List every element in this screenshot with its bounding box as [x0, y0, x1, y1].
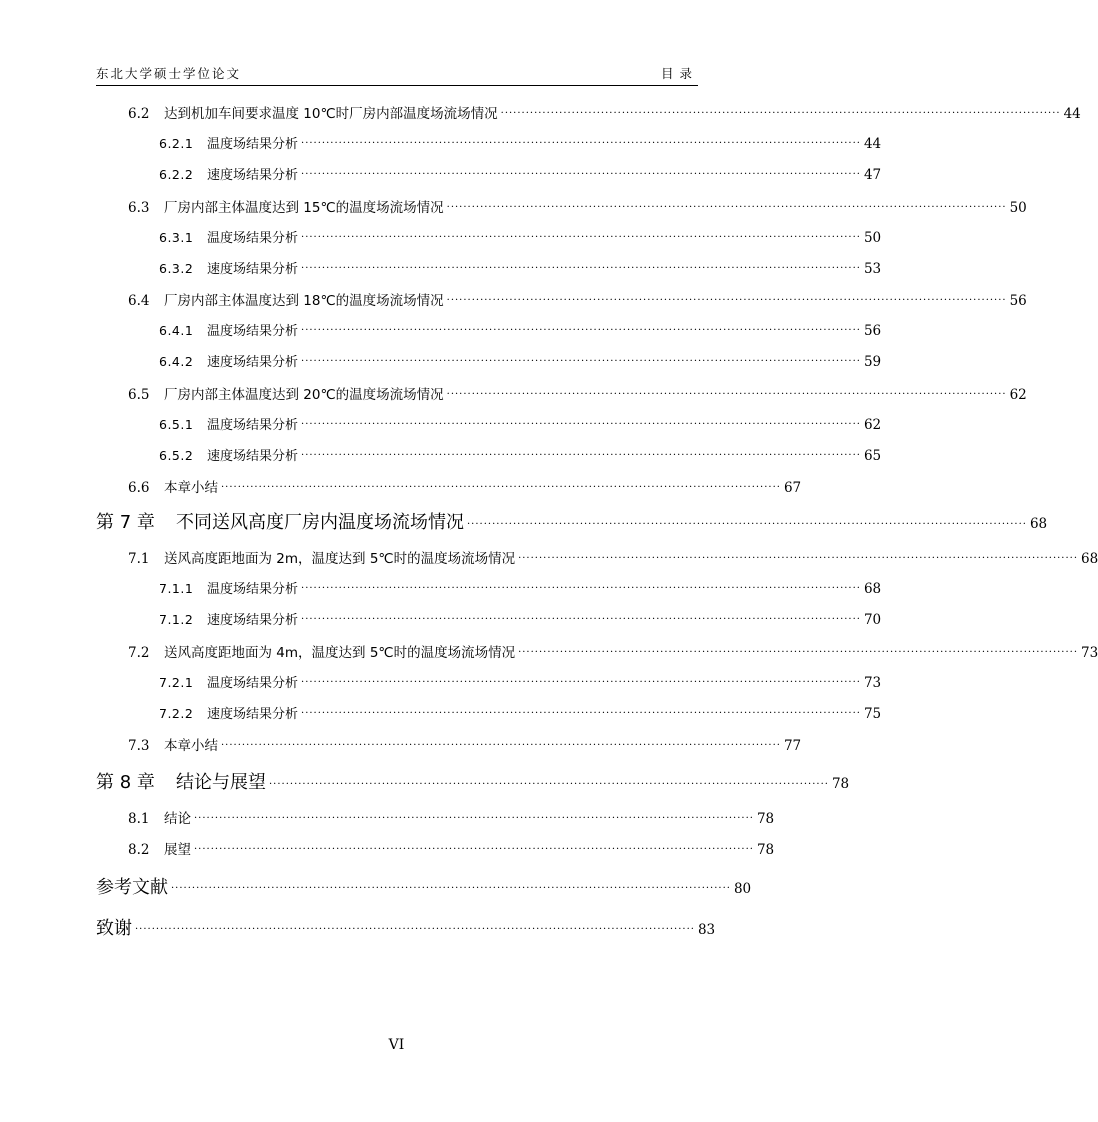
toc-entry-number: 6.5.1 — [159, 417, 194, 432]
toc-entry[interactable] — [159, 133, 882, 152]
toc-entry-page: 78 — [756, 842, 775, 858]
toc-entry-number: 8.2 — [128, 842, 150, 858]
toc-chapter-title: 结论与展望 — [176, 772, 266, 793]
toc-entry-page: 78 — [831, 776, 850, 792]
toc-dot-leader: ······································································································································ — [301, 169, 861, 180]
toc-entry-number: 6.6 — [128, 480, 150, 496]
toc-dot-leader: ······································································································································ — [518, 647, 1079, 658]
toc-entry[interactable] — [159, 320, 882, 339]
toc-entry-page: 62 — [1009, 387, 1027, 403]
toc-entry-page: 70 — [863, 612, 882, 628]
toc-entry[interactable] — [128, 641, 1098, 661]
toc-entry-number: 6.2 — [128, 106, 150, 122]
toc-dot-leader: ······································································································································ — [301, 232, 861, 243]
toc-entry-page: 50 — [1009, 200, 1027, 216]
toc-entry[interactable] — [128, 838, 775, 858]
toc-dot-leader: ······································································································································ — [500, 108, 1061, 119]
toc-dot-leader: ······································································································································ — [301, 450, 861, 461]
toc-entry-title: 致谢 — [96, 918, 132, 939]
toc-entry-page: 80 — [733, 881, 752, 897]
toc-entry-title: 温度场结果分析 — [207, 137, 299, 152]
toc-entry-title: 本章小结 — [164, 480, 218, 496]
toc-dot-leader: ······································································································································ — [301, 325, 861, 336]
toc-entry-page: 56 — [1009, 293, 1027, 309]
toc-entry-title: 展望 — [164, 842, 191, 858]
toc-entry-title: 速度场结果分析 — [207, 355, 299, 370]
toc-entry[interactable] — [159, 578, 882, 597]
toc-entry-number: 6.5.2 — [159, 448, 194, 463]
toc-entry-title: 速度场结果分析 — [207, 168, 299, 183]
toc-entry[interactable] — [128, 807, 775, 827]
toc-entry[interactable] — [159, 703, 882, 722]
toc-entry-number: 6.5 — [128, 387, 150, 403]
toc-entry-title: 速度场结果分析 — [207, 262, 299, 277]
toc-entry-number: 7.2.2 — [159, 706, 194, 721]
toc-acknowledgements-entry[interactable] — [96, 914, 716, 940]
toc-dot-leader: ······································································································································ — [194, 813, 754, 824]
toc-entry[interactable] — [128, 383, 1027, 403]
toc-entry-page: 68 — [1029, 516, 1048, 532]
toc-entry-page: 59 — [863, 354, 882, 370]
toc-dot-leader: ······································································································································ — [467, 519, 1027, 530]
toc-entry[interactable] — [159, 227, 882, 246]
toc-dot-leader: ······································································································································ — [301, 614, 861, 625]
toc-entry-page: 68 — [863, 581, 882, 597]
toc-entry[interactable] — [128, 734, 802, 754]
toc-references-entry[interactable] — [96, 873, 752, 899]
toc-chapter-number: 第 8 章 — [96, 772, 155, 793]
toc-dot-leader: ······································································································································ — [135, 924, 695, 935]
section-label-header: 目录 — [660, 66, 698, 81]
toc-entry-title: 温度场结果分析 — [207, 582, 299, 597]
toc-entry-title: 达到机加车间要求温度 10℃时厂房内部温度场流场情况 — [164, 106, 498, 122]
toc-dot-leader: ······································································································································ — [269, 779, 829, 790]
toc-entry-number: 7.2.1 — [159, 675, 194, 690]
toc-chapter-title: 不同送风高度厂房内温度场流场情况 — [176, 512, 464, 533]
toc-entry[interactable] — [159, 258, 882, 277]
toc-entry-page: 53 — [863, 261, 882, 277]
running-header — [96, 60, 698, 86]
toc-dot-leader: ······································································································································ — [301, 677, 861, 688]
toc-entry-number: 7.1.2 — [159, 612, 194, 627]
toc-entry-title: 结论 — [164, 811, 191, 827]
toc-entry[interactable] — [128, 289, 1027, 309]
toc-dot-leader: ······································································································································ — [301, 138, 861, 149]
toc-entry-page: 73 — [863, 675, 882, 691]
toc-entry-title: 温度场结果分析 — [207, 418, 299, 433]
toc-chapter-number: 第 7 章 — [96, 512, 155, 533]
toc-entry[interactable] — [159, 672, 882, 691]
toc-entry-number: 7.1 — [128, 551, 150, 567]
toc-entry[interactable] — [128, 476, 802, 496]
toc-dot-leader: ······································································································································ — [301, 708, 861, 719]
toc-entry-title: 送风高度距地面为 2m，温度达到 5℃时的温度场流场情况 — [164, 551, 516, 567]
toc-entry-page: 75 — [863, 706, 882, 722]
toc-entry-page: 67 — [783, 480, 802, 496]
toc-entry-page: 56 — [863, 323, 882, 339]
toc-entry[interactable] — [159, 445, 882, 464]
page-number-footer: VI — [388, 1037, 405, 1053]
toc-entry-title: 速度场结果分析 — [207, 613, 299, 628]
toc-entry-number: 7.3 — [128, 738, 150, 754]
toc-entry-number: 6.2.1 — [159, 136, 194, 151]
toc-entry-title: 送风高度距地面为 4m，温度达到 5℃时的温度场流场情况 — [164, 645, 516, 661]
toc-entry-title: 本章小结 — [164, 738, 218, 754]
toc-chapter-entry[interactable] — [96, 768, 850, 794]
toc-entry-number: 7.2 — [128, 645, 150, 661]
toc-entry-page: 44 — [863, 136, 882, 152]
toc-dot-leader: ······································································································································ — [446, 202, 1007, 213]
toc-entry-title: 厂房内部主体温度达到 20℃的温度场流场情况 — [164, 387, 444, 403]
toc-entry-title: 温度场结果分析 — [207, 676, 299, 691]
toc-entry-number: 6.3 — [128, 200, 150, 216]
toc-entry-title: 速度场结果分析 — [207, 449, 299, 464]
toc-dot-leader: ······································································································································ — [301, 419, 861, 430]
toc-entry-number: 6.3.1 — [159, 230, 194, 245]
toc-dot-leader: ······································································································································ — [518, 553, 1079, 564]
toc-dot-leader: ······································································································································ — [301, 263, 861, 274]
toc-entry[interactable] — [128, 196, 1027, 216]
toc-entry-number: 6.4.2 — [159, 354, 194, 369]
toc-entry-page: 78 — [756, 811, 775, 827]
toc-entry-title: 温度场结果分析 — [207, 324, 299, 339]
toc-entry-title: 温度场结果分析 — [207, 231, 299, 246]
toc-entry-page: 65 — [863, 448, 882, 464]
toc-chapter-entry[interactable] — [96, 508, 1048, 534]
toc-entry-page: 83 — [697, 922, 716, 938]
toc-dot-leader: ······································································································································ — [171, 883, 731, 894]
toc-entry-page: 47 — [863, 167, 882, 183]
toc-entry[interactable] — [128, 547, 1098, 567]
toc-entry-number: 7.1.1 — [159, 581, 194, 596]
toc-entry[interactable] — [159, 164, 882, 183]
toc-entry-number: 6.3.2 — [159, 261, 194, 276]
toc-entry-page: 50 — [863, 230, 882, 246]
toc-entry-page: 68 — [1081, 551, 1098, 567]
toc-entry-page: 44 — [1063, 106, 1081, 122]
toc-entry[interactable] — [159, 609, 882, 628]
toc-dot-leader: ······································································································································ — [446, 295, 1007, 306]
toc-dot-leader: ······································································································································ — [221, 740, 781, 751]
toc-entry-page: 73 — [1081, 645, 1098, 661]
toc-entry[interactable] — [159, 351, 882, 370]
thesis-title-header: 东北大学硕士学位论文 — [96, 66, 242, 81]
toc-entry[interactable] — [128, 102, 1081, 122]
toc-entry-title: 厂房内部主体温度达到 15℃的温度场流场情况 — [164, 200, 444, 216]
toc-dot-leader: ······································································································································ — [301, 356, 861, 367]
toc-dot-leader: ······································································································································ — [301, 583, 861, 594]
toc-dot-leader: ······································································································································ — [194, 844, 754, 855]
toc-entry-number: 6.4.1 — [159, 323, 194, 338]
toc-entry-number: 6.2.2 — [159, 167, 194, 182]
toc-entry-number: 8.1 — [128, 811, 150, 827]
toc-entry-page: 62 — [863, 417, 882, 433]
toc-entry-title: 参考文献 — [96, 877, 168, 898]
toc-entry-number: 6.4 — [128, 293, 150, 309]
toc-entry-title: 厂房内部主体温度达到 18℃的温度场流场情况 — [164, 293, 444, 309]
toc-dot-leader: ······································································································································ — [446, 389, 1007, 400]
toc-entry-title: 速度场结果分析 — [207, 707, 299, 722]
toc-dot-leader: ······································································································································ — [221, 482, 781, 493]
toc-entry[interactable] — [159, 414, 882, 433]
toc-entry-page: 77 — [783, 738, 802, 754]
